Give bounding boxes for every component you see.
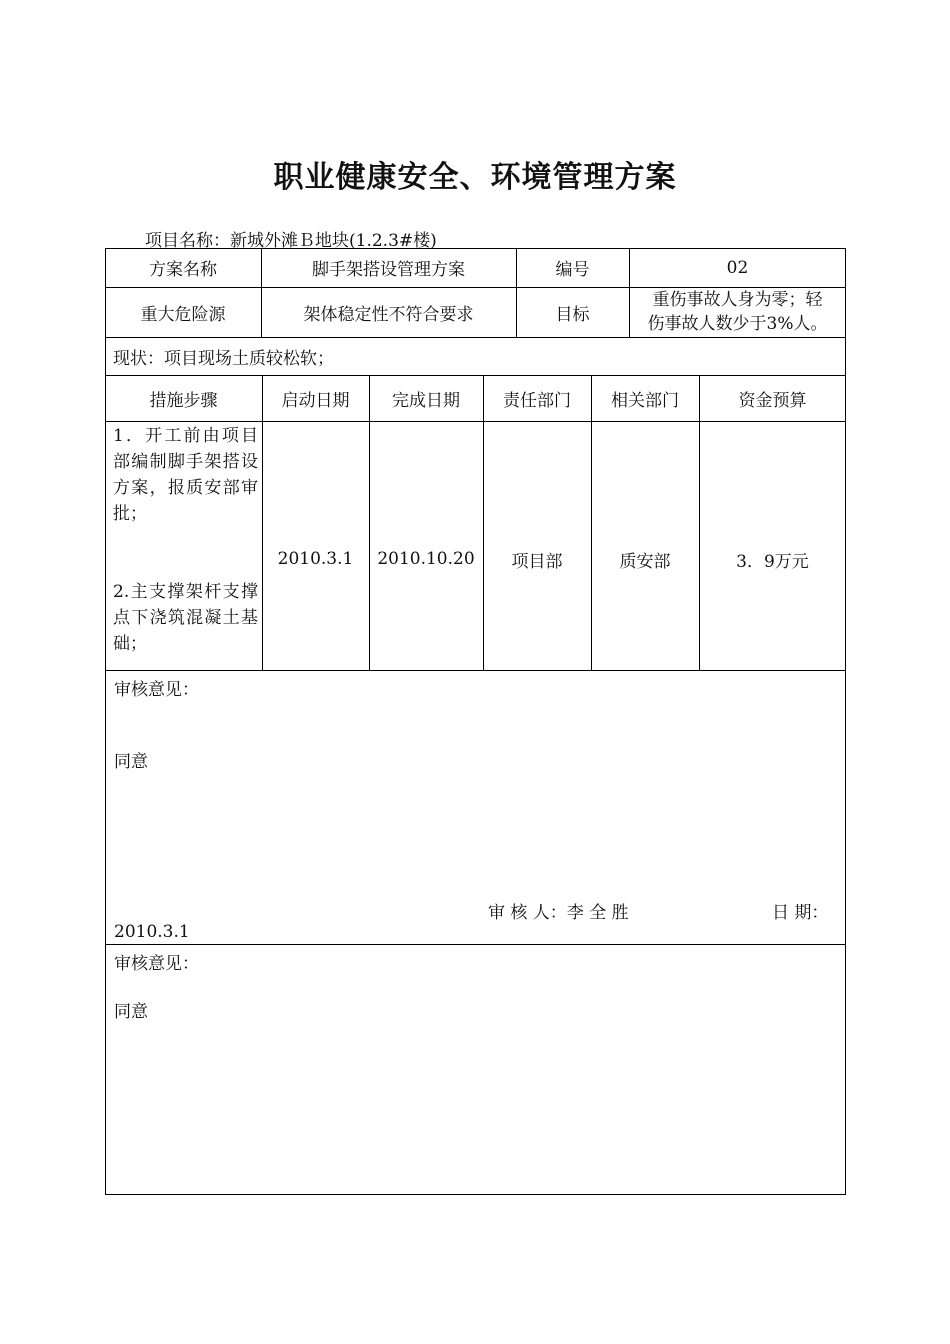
review1-date-label: 日 期：	[772, 903, 829, 923]
review1-opinion: 同意	[114, 752, 148, 772]
measure-related: 质安部	[619, 551, 671, 572]
measure-end-date: 2010.10.20	[377, 549, 475, 569]
measure-responsible: 项目部	[511, 551, 563, 572]
review1-date: 2010.3.1	[114, 922, 190, 942]
col-header-related: 相关部门	[611, 390, 679, 411]
review1-label: 审核意见：	[114, 680, 199, 700]
number-label: 编号	[555, 260, 590, 280]
measure-step-2: 2.主支撑架杆支撑点下浇筑混凝土基础；	[113, 582, 258, 654]
project-value: 新城外滩Ｂ地块(1.2.3#楼)	[230, 231, 437, 251]
row-divider	[105, 944, 846, 945]
measure-steps	[113, 423, 258, 657]
target-line-2: 伤事故人数少于3%人。	[647, 314, 828, 334]
project-label: 项目名称：	[145, 231, 230, 251]
reviewer-name: 李 全 胜	[566, 903, 629, 923]
number-value: 02	[726, 257, 749, 278]
target-line-1: 重伤事故人身为零；轻	[652, 290, 823, 310]
review2-label: 审核意见：	[114, 954, 199, 974]
target-value	[629, 287, 846, 337]
col-header-budget: 资金预算	[738, 390, 807, 411]
measure-start-date: 2010.3.1	[277, 549, 354, 569]
target-label: 目标	[555, 304, 590, 325]
col-header-responsible: 责任部门	[503, 390, 571, 411]
reviewer-label: 审 核 人：	[488, 903, 567, 923]
col-header-steps: 措施步骤	[149, 390, 218, 411]
measure-budget: 3．9万元	[736, 551, 809, 572]
hazard-value: 架体稳定性不符合要求	[303, 304, 474, 325]
measure-step-1: 1．开工前由项目部编制脚手架搭设方案，报质安部审批；	[113, 426, 258, 524]
page-title: 职业健康安全、环境管理方案	[273, 160, 677, 195]
scheme-name-value: 脚手架搭设管理方案	[312, 260, 465, 280]
review1-reviewer	[488, 898, 629, 923]
hazard-label: 重大危险源	[140, 304, 226, 325]
review2-opinion: 同意	[114, 1002, 148, 1022]
col-header-start-date: 启动日期	[281, 390, 350, 411]
status-text: 现状：项目现场土质较松软；	[113, 348, 334, 369]
col-header-end-date: 完成日期	[392, 390, 460, 411]
scheme-name-label: 方案名称	[149, 260, 217, 280]
